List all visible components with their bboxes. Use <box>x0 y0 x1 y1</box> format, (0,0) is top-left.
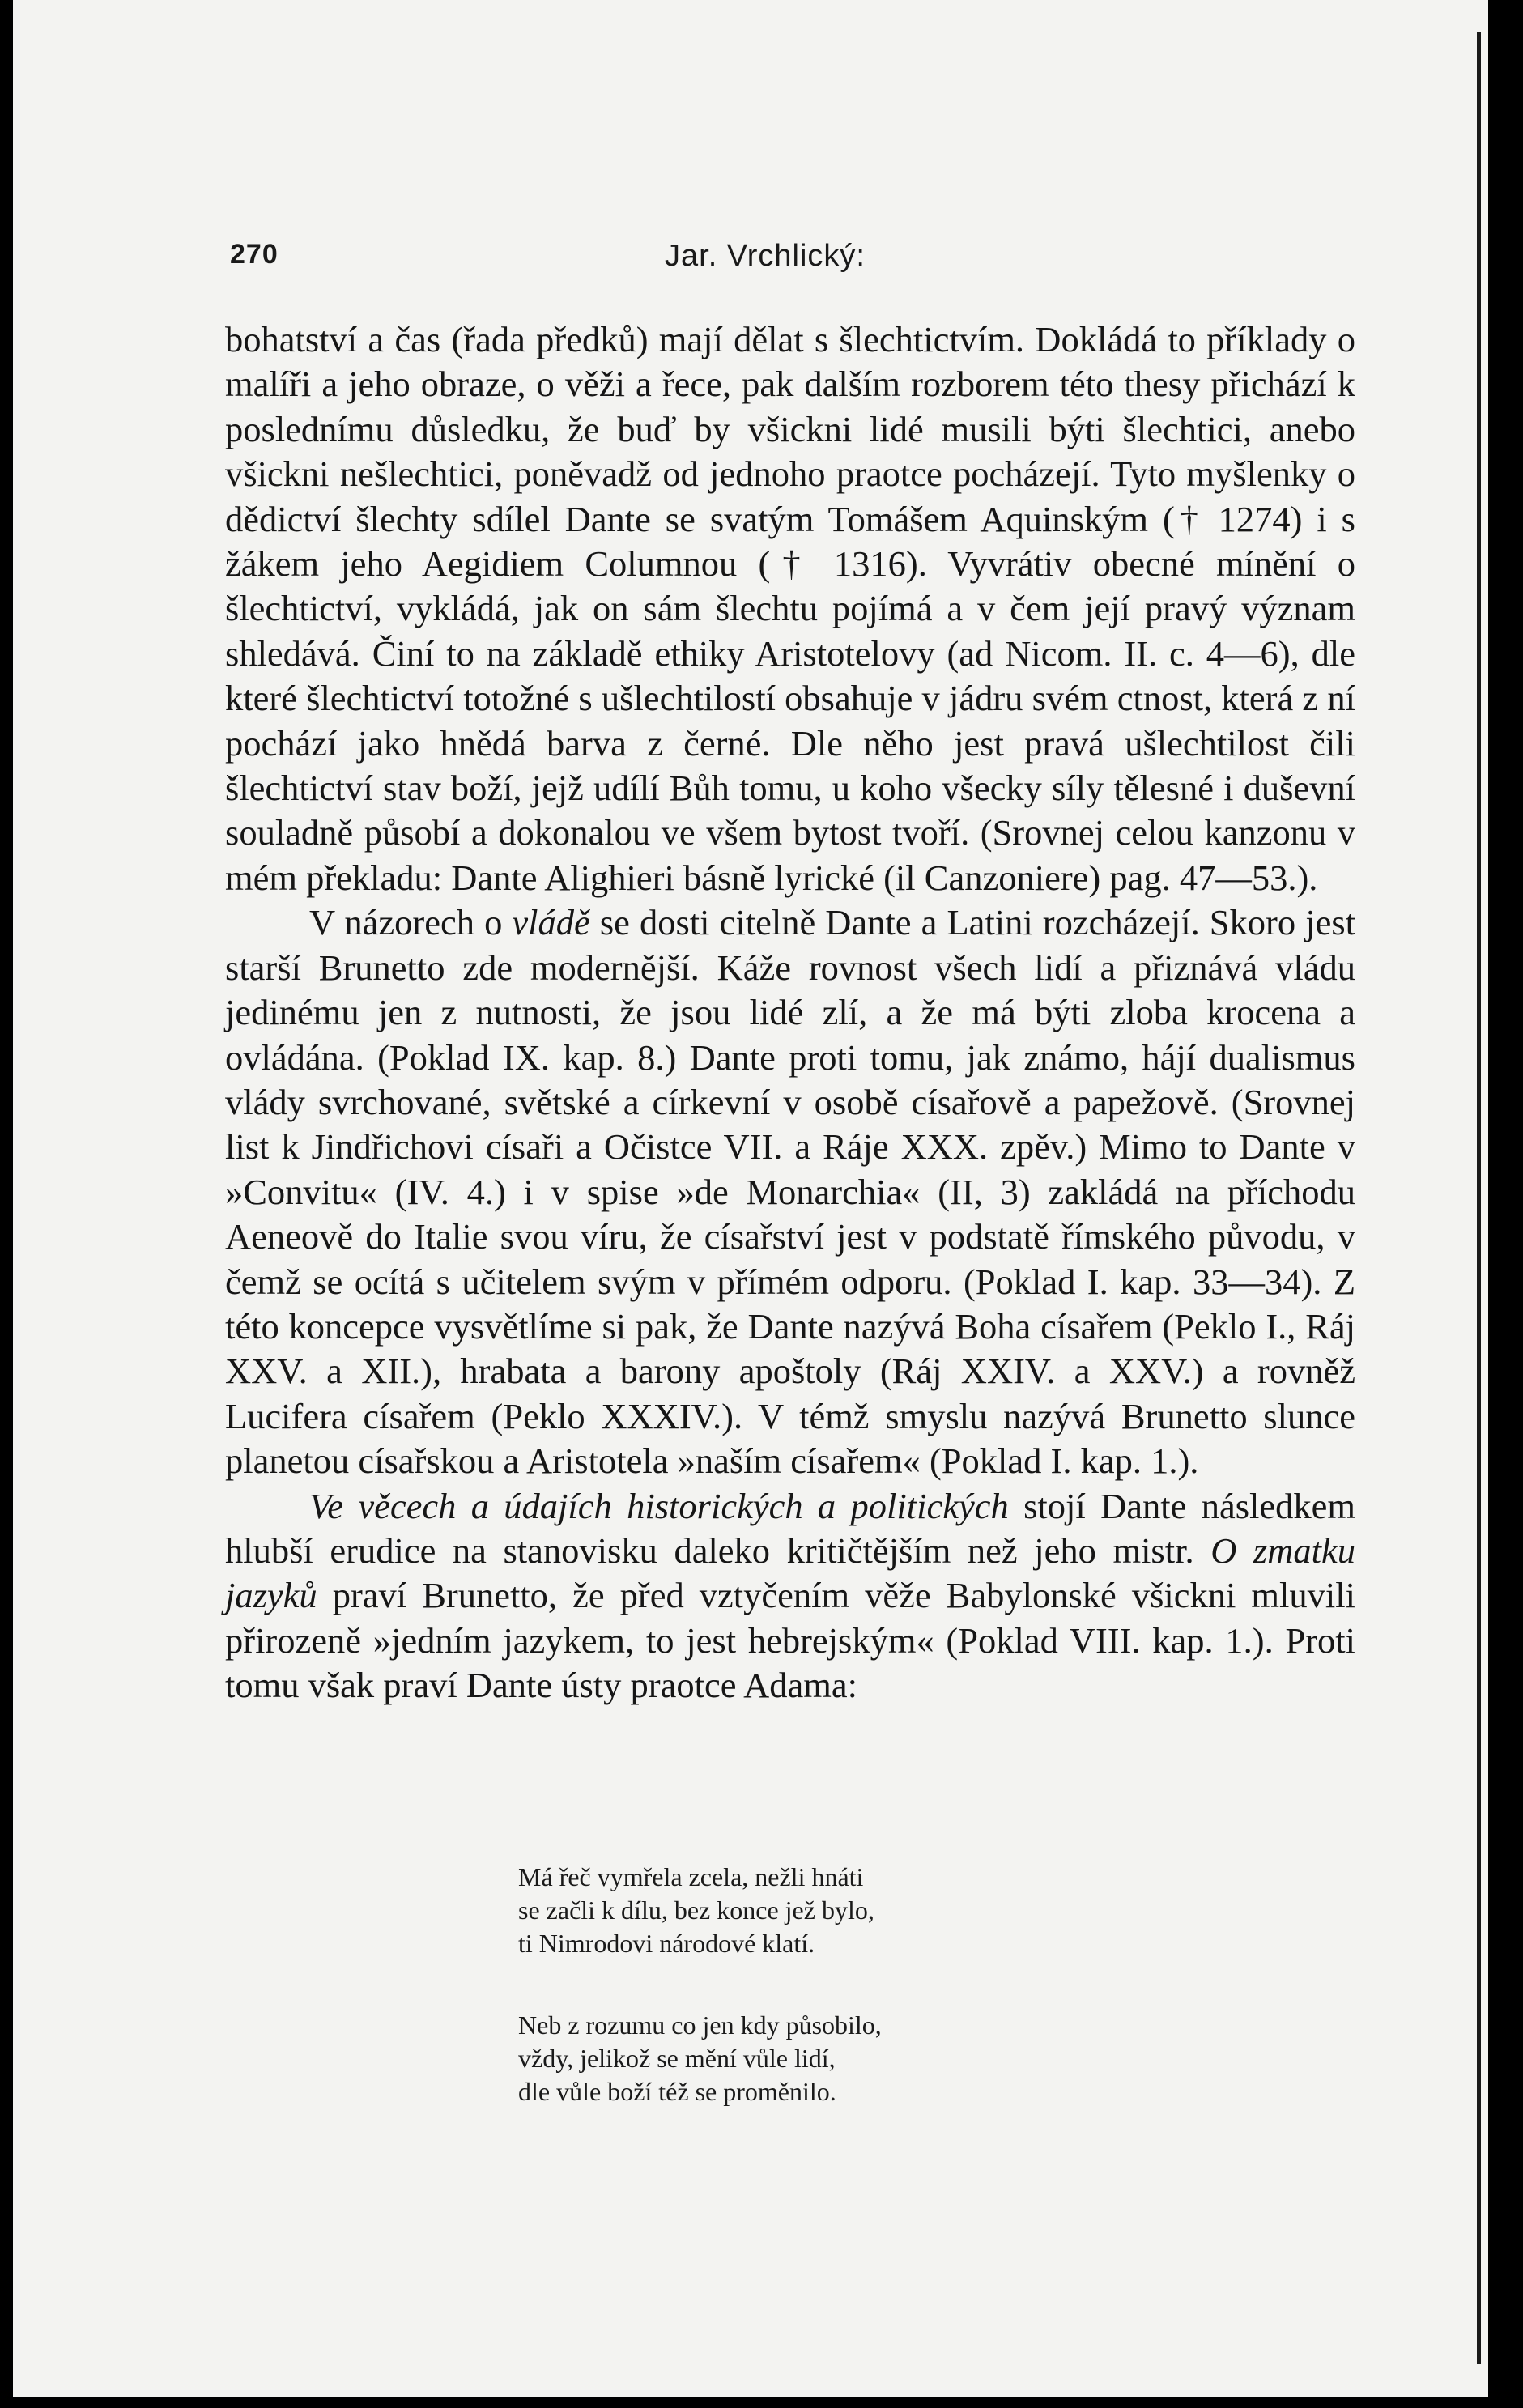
book-page <box>13 0 1488 2397</box>
scan-edge-line <box>1477 32 1481 2364</box>
poem-stanza-1 <box>518 1861 1247 1960</box>
poem-stanza-2 <box>518 2009 1247 2108</box>
page-header <box>223 239 1357 279</box>
text-segment: bohatství a čas (řada předků) mají dělat s šlechtictvím. Dokládá to příklady o malíři a jeho obraze, o věži a řece, pak dalším rozborem této thesy přichází k poslednímu důsledku, že buď by všickni lidé musili býti šlechtici, anebo všickni nešlechtici, poněvadž od jednoho praotce pocházejí. Tyto myšlenky o dědictví šlechty sdílel Dante se svatým Tomášem Aquinským († 1274) i s žákem jeho Aegidiem Columnou († 1316). Vyvrátiv obecné mínění o šlechtictví, vykládá, jak on sám šlechtu pojímá a v čem její pravý význam shledává. Činí to na základě ethiky Aristotelovy (ad Nicom. II. c. 4—6), dle které šlechtictví totožné s ušlechtilostí obsahuje v jádru svém ctnost, která z ní pochází jako hnědá barva z černé. Dle něho jest pravá ušlechtilost čili šlechtictví stav boží, jejž udílí Bůh tomu, u koho všecky síly tělesné i duševní souladně působí a dokonalou ve všem bytost tvoří. (Srovnej celou kanzonu v mém překladu: Dante Alighieri básně lyrické (il Canzoniere) pag. 47—53.). <box>225 319 1355 898</box>
poem-line: se začli k dílu, bez konce jež bylo, <box>518 1895 874 1925</box>
poem-line: Má řeč vymřela zcela, nežli hnáti <box>518 1862 864 1891</box>
italic-heading-history-politics: Ve věcech a údajích historických a politických <box>309 1485 1009 1526</box>
text-segment: stojí Dante následkem hlubší erudice na stanovisku daleko kritičtějším než jeho mistr. <box>225 1485 1355 1571</box>
poem-line: vždy, jelikož se mění vůle lidí, <box>518 2044 836 2073</box>
paragraph-government <box>225 900 1355 1483</box>
poem-line: dle vůle boží též se proměnilo. <box>518 2077 836 2106</box>
poem-quotation <box>518 1861 1247 2157</box>
page-number: 270 <box>230 239 279 270</box>
poem-line: ti Nimrodovi národové klatí. <box>518 1929 815 1958</box>
poem-line: Neb z rozumu co jen kdy působilo, <box>518 2010 882 2040</box>
running-head: Jar. Vrchlický: <box>665 239 866 273</box>
paragraph-history <box>225 1484 1355 1708</box>
italic-term-vlade: vládě <box>512 902 590 943</box>
text-segment: se dosti citelně Dante a Latini rozcházejí. Skoro jest starší Brunetto zde modernější. Káže rovnost všech lidí a přiznává vládu jedinému jen z nutnosti, že jsou lidé zlí, a že má býti zloba krocena a ovládána. (Poklad IX. kap. 8.) Dante proti tomu, jak známo, hájí dualismus vlády svrchované, světské a církevní v osobě císařově a papežově. (Srovnej list k Jindřichovi císaři a Očistce VII. a Ráje XXX. zpěv.) Mimo to Dante v »Convitu« (IV. 4.) i v spise »de Monarchia« (II, 3) zakládá na příchodu Aeneově do Italie svou víru, že císařství jest v podstatě římského původu, v čemž se ocítá s učitelem svým v přímém odporu. (Poklad I. kap. 33—34). Z této koncepce vysvětlíme si pak, že Dante nazývá Boha císařem (Peklo I., Ráj XXV. a XII.), hrabata a barony apoštoly (Ráj XXIV. a XXV.) a rovněž Lucifera císařem (Peklo XXXIV.). V témž smyslu nazývá Brunetto slunce planetou císařskou a Aristotela »naším císařem« (Poklad I. kap. 1.). <box>225 902 1355 1482</box>
text-segment: V názorech o <box>309 902 513 943</box>
paragraph-nobility <box>225 317 1355 900</box>
text-segment: praví Brunetto, že před vztyčením věže Babylonské všickni mluvili přirozeně »jedním jazykem, to jest hebrejským« (Poklad VIII. kap. 1.). Proti tomu však praví Dante ústy praotce Adama: <box>225 1575 1355 1706</box>
body-text <box>225 317 1355 1708</box>
italic-term-zmatku-jazyku: O zmatku jazyků <box>225 1529 1355 1616</box>
